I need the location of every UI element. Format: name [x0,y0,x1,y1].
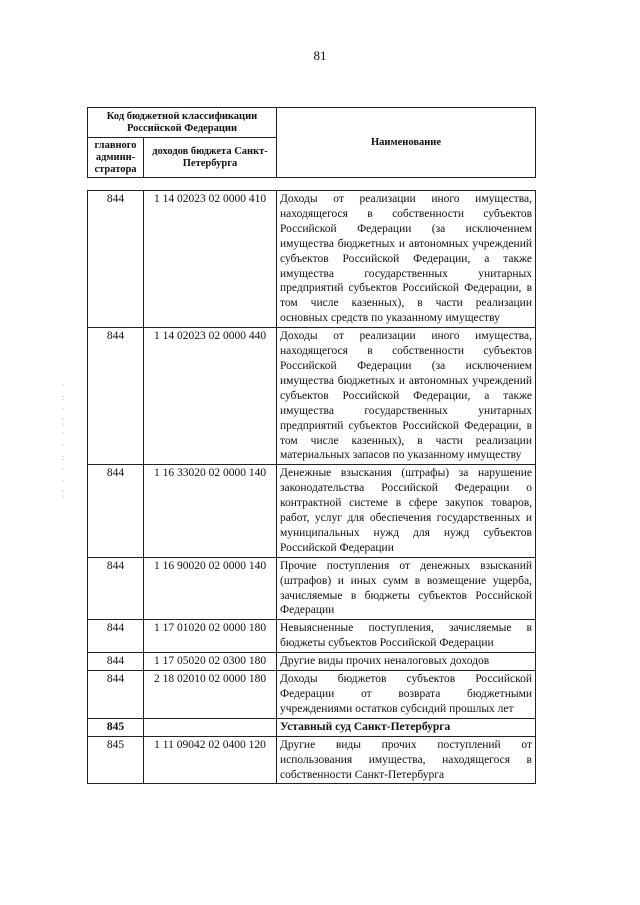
name-cell: Доходы от реализации иного имущества, находящегося в собственности субъектов Российской Федерации (за исключением имущества бюджетных и автономных учреждений субъектов Российской Федерации, а также имущества государственных унитарных предприятий субъектов Российской Федерации, в том числе казенных), в части реализации основных средств по указанному имуществу [277,191,536,328]
income-code-cell: 1 14 02023 02 0000 440 [144,328,277,465]
income-code-cell: 1 16 90020 02 0000 140 [144,557,277,620]
admin-code-cell: 845 [88,718,144,736]
income-code-cell: 1 17 05020 02 0300 180 [144,653,277,671]
table-row [88,328,536,465]
table-row [88,620,536,653]
name-cell: Уставный суд Санкт-Петербурга [277,718,536,736]
header-income-code: доходов бюджета Санкт-Петербурга [144,138,277,178]
table-row [88,718,536,736]
header-group-title: Код бюджетной классификации Российской Федерации [88,108,277,138]
income-code-cell: 1 11 09042 02 0400 120 [144,736,277,784]
header-name: Наименование [277,108,536,178]
income-code-cell: 1 14 02023 02 0000 410 [144,191,277,328]
name-cell: Доходы бюджетов субъектов Российской Федерации от возврата бюджетными учреждениями остатков субсидий прошлых лет [277,671,536,719]
name-cell: Невыясненные поступления, зачисляемые в бюджеты субъектов Российской Федерации [277,620,536,653]
table-row [88,736,536,784]
name-cell: Доходы от реализации иного имущества, находящегося в собственности субъектов Российской Федерации (за исключением имущества бюджетных и автономных учреждений субъектов Российской Федерации, а также имущества государственных унитарных предприятий субъектов Российской Федерации, в том числе казенных), в части реализации материальных запасов по указанному имуществу [277,328,536,465]
name-cell: Другие виды прочих неналоговых доходов [277,653,536,671]
admin-code-cell: 844 [88,671,144,719]
admin-code-cell: 844 [88,191,144,328]
table-row [88,671,536,719]
income-code-cell: 2 18 02010 02 0000 180 [144,671,277,719]
table-row [88,465,536,557]
header-admin: главного админи-стратора [88,138,144,178]
admin-code-cell: 844 [88,653,144,671]
table-header [87,107,536,178]
income-code-cell: 1 16 33020 02 0000 140 [144,465,277,557]
table-row [88,191,536,328]
name-cell: Другие виды прочих поступлений от использования имущества, находящегося в собственности Санкт-Петербурга [277,736,536,784]
income-code-cell: 1 17 01020 02 0000 180 [144,620,277,653]
admin-code-cell: 844 [88,620,144,653]
admin-code-cell: 844 [88,465,144,557]
table-body [88,191,536,784]
admin-code-cell: 845 [88,736,144,784]
name-cell: Прочие поступления от денежных взысканий (штрафов) и иных сумм в возмещение ущерба, зачисляемые в бюджеты субъектов Российской Федерации [277,557,536,620]
name-cell: Денежные взыскания (штрафы) за нарушение законодательства Российской Федерации о контрактной системе в сфере закупок товаров, работ, услуг для обеспечения государственных и муниципальных нужд для нужд субъектов Российской Федерации [277,465,536,557]
table-row [88,557,536,620]
page-number: 81 [313,48,327,63]
table-row [88,653,536,671]
margin-scan-marks: · : · ¦ · · : · · ¦ [61,381,65,498]
budget-classification-table [87,190,536,784]
income-code-cell [144,718,277,736]
admin-code-cell: 844 [88,328,144,465]
admin-code-cell: 844 [88,557,144,620]
